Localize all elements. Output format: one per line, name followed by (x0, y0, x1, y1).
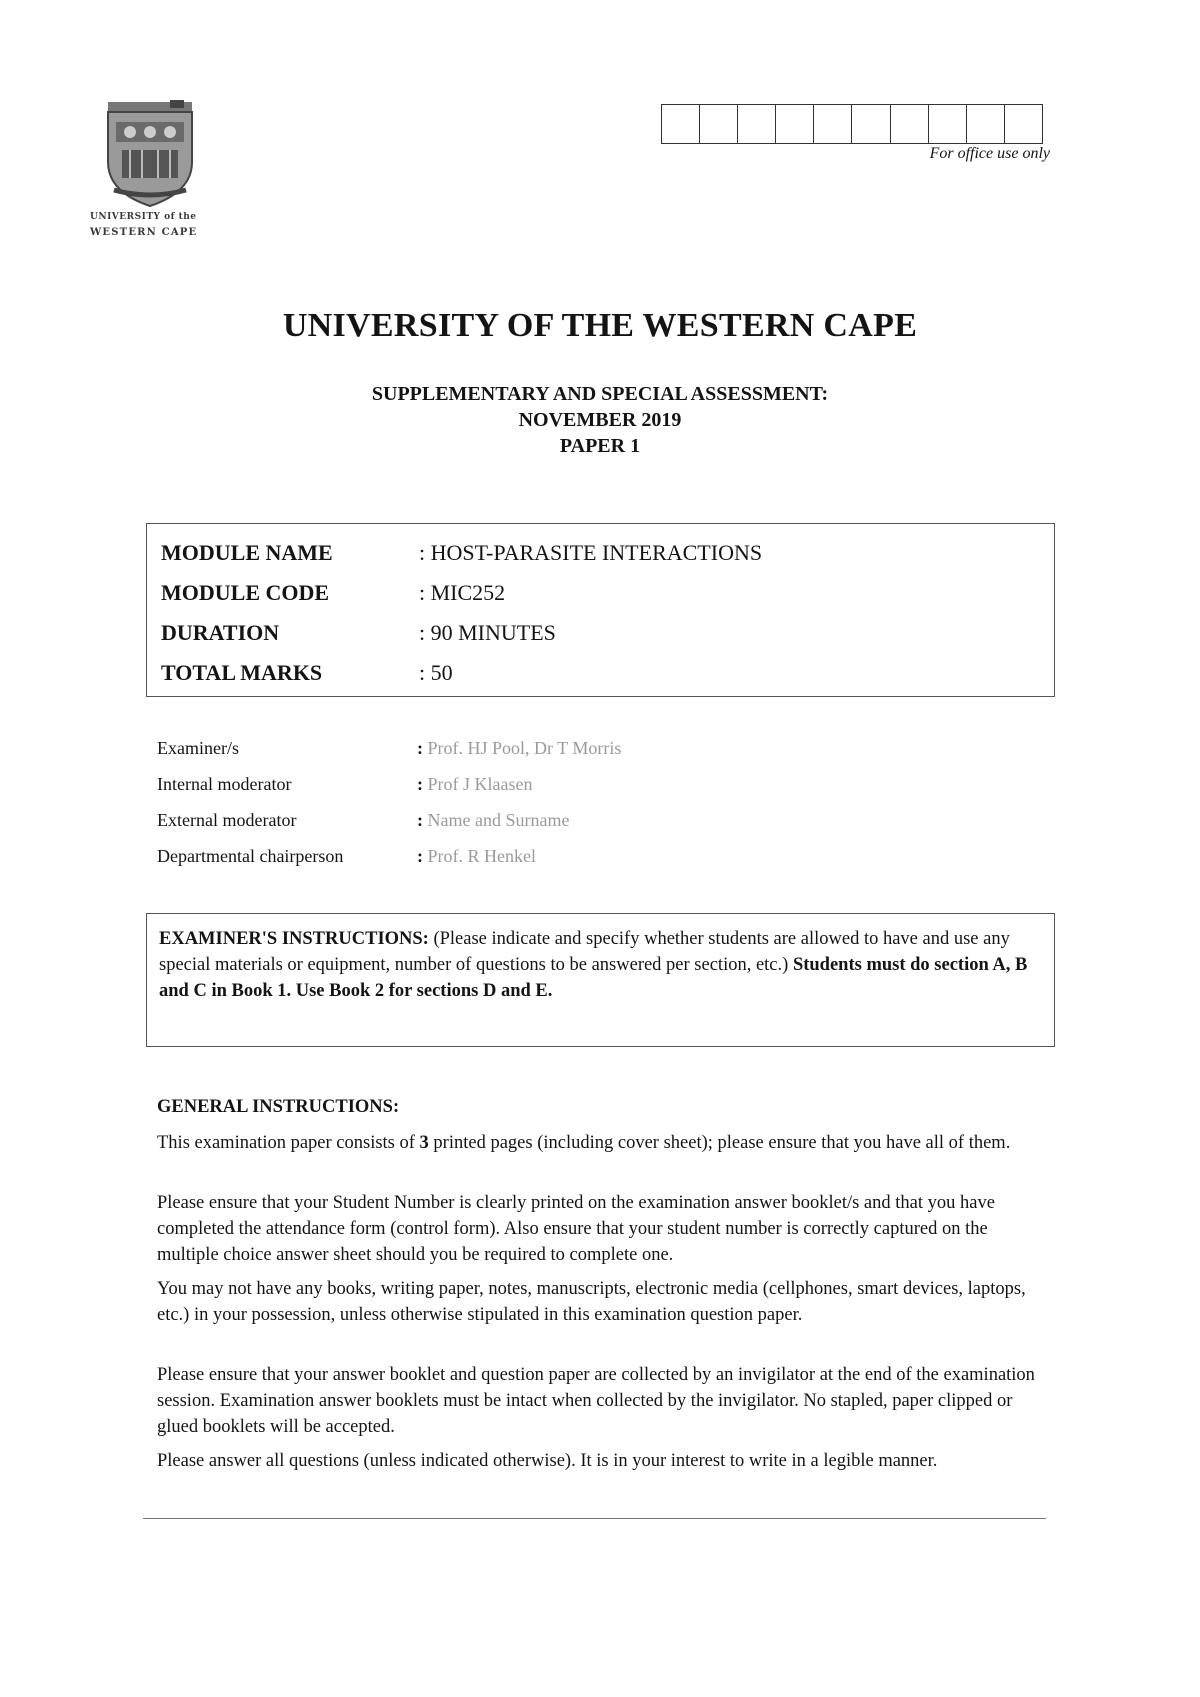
chairperson-value: : Prof. R Henkel (417, 846, 536, 866)
paper-number: PAPER 1 (559, 435, 641, 457)
instruction-paragraph-pages: This examination paper consists of 3 printed pages (including cover sheet); please ensure that you have all of them. (157, 1133, 1011, 1153)
office-box (814, 105, 852, 143)
duration-value: : 90 MINUTES (419, 620, 556, 645)
instruction-paragraph-answer-all: Please answer all questions (unless indicated otherwise). It is in your interest to write in a legible manner. (157, 1451, 938, 1471)
office-box (1005, 105, 1043, 143)
external-moderator-label: External moderator (157, 810, 297, 830)
total-marks-label: TOTAL MARKS (161, 660, 323, 685)
examiner-instructions-label: EXAMINER'S INSTRUCTIONS: (159, 929, 429, 949)
duration-label: DURATION (161, 620, 280, 645)
instruction-paragraph-student-number: Please ensure that your Student Number is clearly printed on the examination answer booklet/s and that you have completed the attendance form (control form). Also ensure that your student number is correctly captured on the multiple choice answer sheet should you be required to complete one. (157, 1193, 995, 1265)
university-crest-logo (90, 100, 200, 250)
module-code-label: MODULE CODE (161, 580, 330, 605)
total-marks-value: : 50 (419, 660, 453, 685)
bottom-divider (143, 1518, 1046, 1519)
module-info-box (146, 523, 1055, 697)
office-box (929, 105, 967, 143)
external-moderator-value: : Name and Surname (417, 810, 570, 830)
office-box (852, 105, 890, 143)
instruction-paragraph-materials: You may not have any books, writing paper, notes, manuscripts, electronic media (cellphones, smart devices, laptops, etc.) in your possession, unless otherwise stipulated in this examination question paper. (157, 1279, 1026, 1325)
instruction-paragraph-booklets: Please ensure that your answer booklet and question paper are collected by an invigilator at the end of the examination session. Examination answer booklets must be intact when collected by the invigilator. No stapled, paper clipped or glued booklets will be accepted. (157, 1365, 1035, 1437)
assessment-type: SUPPLEMENTARY AND SPECIAL ASSESSMENT: (371, 383, 829, 405)
examiner-instructions-text: (Please indicate and specify whether students are allowed to have and use any special materials or equipment, number of questions to be answered per section, etc.) (159, 929, 1010, 975)
office-box (776, 105, 814, 143)
office-box (891, 105, 929, 143)
examiner-label: Examiner/s (157, 738, 239, 758)
office-box (700, 105, 738, 143)
office-use-boxes (661, 104, 1043, 144)
crest-label-line2: WESTERN CAPE (90, 227, 198, 238)
office-box (738, 105, 776, 143)
crest-shield-icon (100, 100, 200, 210)
office-box (662, 105, 700, 143)
chairperson-label: Departmental chairperson (157, 846, 344, 866)
module-name-value: : HOST-PARASITE INTERACTIONS (419, 540, 763, 565)
examiner-instructions-bold: Students must do section A, B and C in Book 1. Use Book 2 for sections D and E. (159, 955, 1028, 1001)
internal-moderator-value: : Prof J Klaasen (417, 774, 533, 794)
module-name-label: MODULE NAME (161, 540, 333, 565)
module-code-value: : MIC252 (419, 580, 506, 605)
assessment-date: NOVEMBER 2019 (518, 409, 682, 431)
internal-moderator-label: Internal moderator (157, 774, 292, 794)
examiner-instructions-box (146, 913, 1055, 1047)
crest-label-line1: UNIVERSITY of the (90, 212, 197, 222)
general-instructions-heading: GENERAL INSTRUCTIONS: (157, 1097, 400, 1117)
office-box (967, 105, 1005, 143)
university-title: UNIVERSITY OF THE WESTERN CAPE (282, 307, 918, 344)
examiner-value: : Prof. HJ Pool, Dr T Morris (417, 738, 622, 758)
office-use-label: For office use only (929, 145, 1050, 162)
